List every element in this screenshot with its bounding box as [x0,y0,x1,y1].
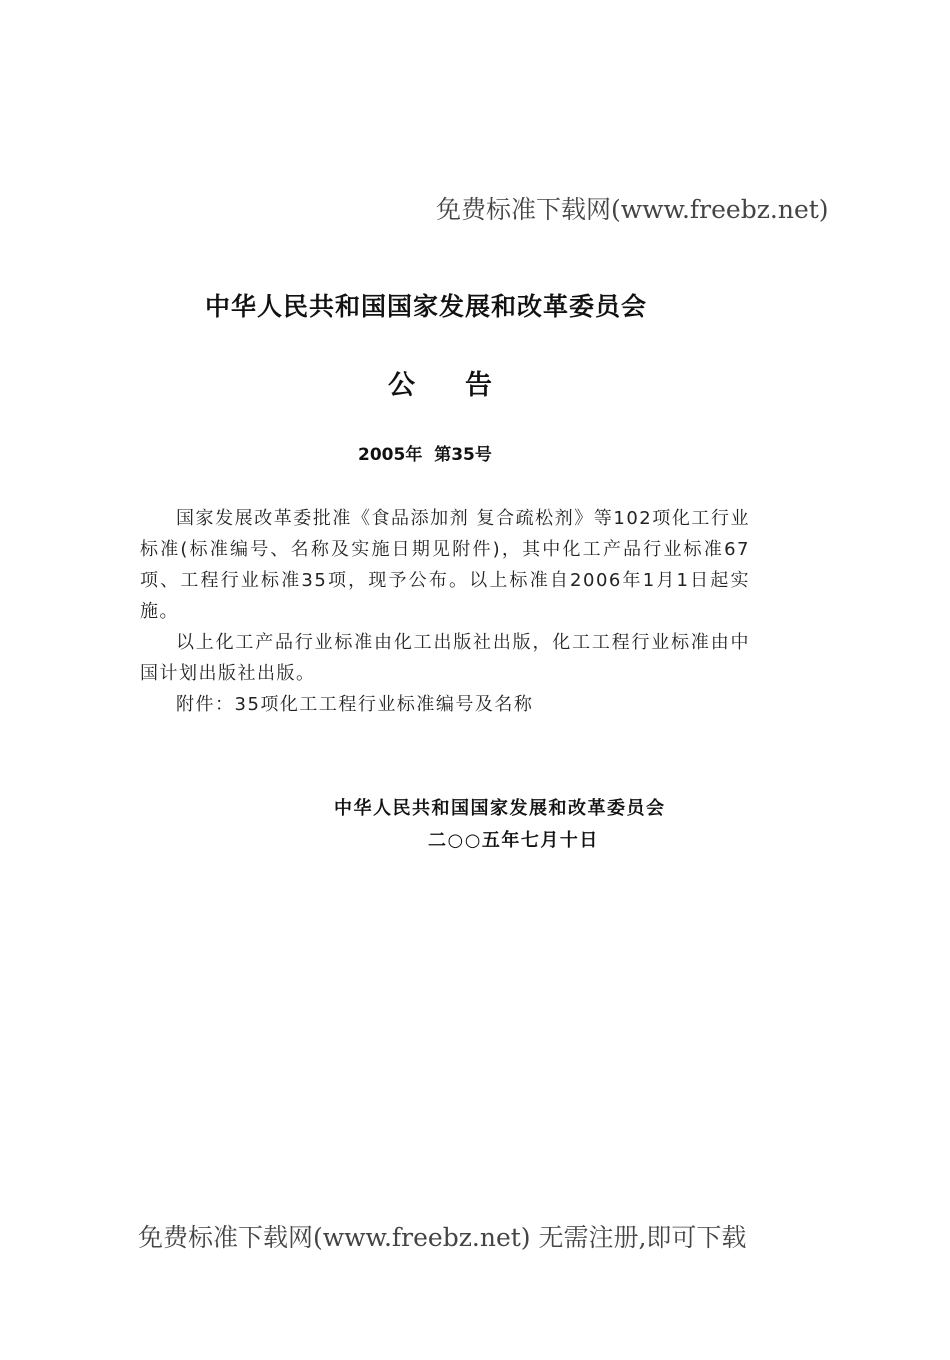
signature-date: 二○○五年七月十日 [428,830,599,851]
notice-number: 2005年 第35号 [358,445,492,465]
notice-body [140,503,750,720]
body-paragraph-1: 国家发展改革委批准《食品添加剂 复合疏松剂》等102项化工行业标准(标准编号、名称及实施日期见附件)，其中化工产品行业标准67项、工程行业标准35项，现予公布。以上标准自2006年1月1日起实施。 [140,508,750,622]
notice-title: 公告 [388,370,542,401]
body-paragraph-attachment: 附件：35项化工工程行业标准编号及名称 [176,694,534,715]
body-paragraph-2: 以上化工产品行业标准由化工出版社出版，化工工程行业标准由中国计划出版社出版。 [140,632,750,684]
signature-organization: 中华人民共和国国家发展和改革委员会 [334,798,666,819]
watermark-bottom: 免费标准下载网(www.freebz.net) 无需注册,即可下载 [138,1223,747,1252]
issuing-organization: 中华人民共和国国家发展和改革委员会 [205,292,648,321]
watermark-top: 免费标准下载网(www.freebz.net) [436,195,829,224]
